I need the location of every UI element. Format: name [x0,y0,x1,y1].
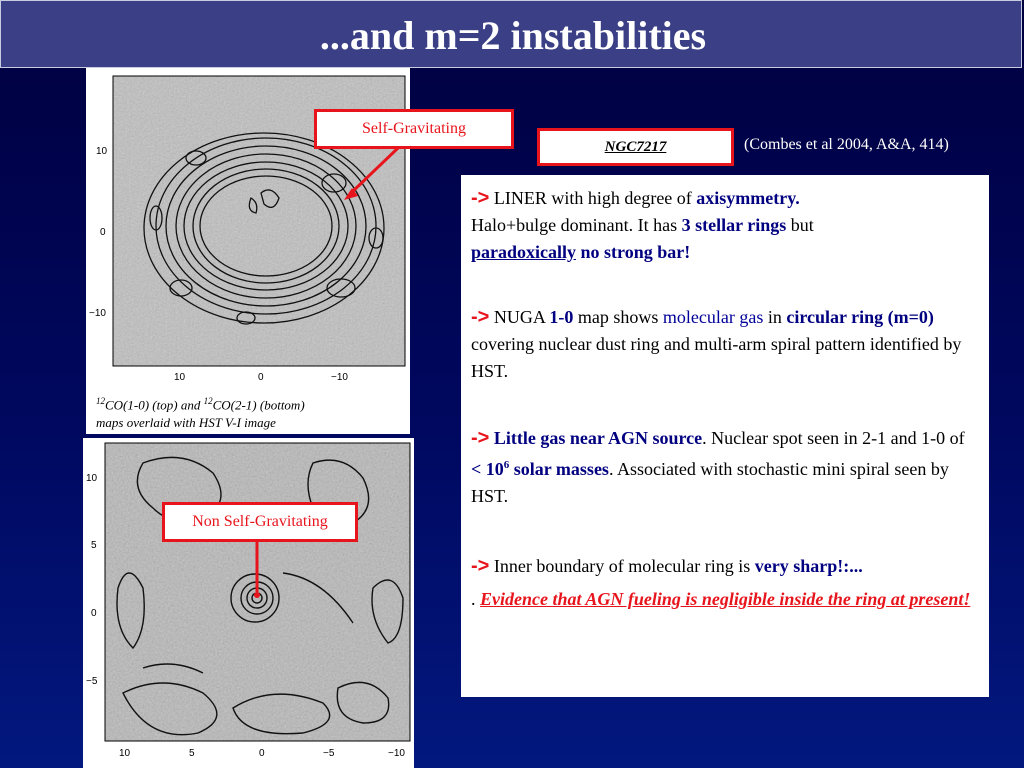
map-caption: $^{12}$CO(1-0) (top) and $^{12}$CO(2-1) (bottom) maps overlaid with HST V-I image [96,396,305,431]
bottom-xtick: −5 [323,748,335,759]
ngc-label-box: NGC7217 [537,128,734,166]
bullet-4-conclusion: . Evidence that AGN fueling is negligible inside the ring at present! [471,589,971,609]
bullet-1: -> LINER with high degree of axisymmetry. Halo+bulge dominant. It has 3 stellar rings but paradoxically no strong bar! [471,187,814,262]
non-self-gravitating-label: Non Self-Gravitating [162,502,358,542]
bullet-text-box [461,175,989,697]
arrow-icon: -> [471,306,490,328]
bottom-ytick: 10 [86,473,98,484]
bottom-xtick: 0 [259,748,265,759]
bullet-4: -> Inner boundary of molecular ring is very sharp!:... [471,555,863,577]
top-xtick: 10 [174,372,186,383]
bottom-ytick: 5 [91,540,97,551]
arrow-icon: -> [471,555,490,577]
top-ytick: −10 [89,308,106,319]
bullet-2: -> NUGA 1-0 map shows molecular gas in circular ring (m=0) covering nuclear dust ring and multi-arm spiral pattern identified by HST. [471,306,962,381]
reference-citation: (Combes et al 2004, A&A, 414) [744,136,949,153]
bottom-xtick: −10 [388,748,405,759]
bullet-3: -> Little gas near AGN source. Nuclear spot seen in 2-1 and 1-0 of < $10^6$ solar masses. Associated with stochastic mini spiral seen by HST. [471,427,965,506]
self-grav-pointer [350,148,398,194]
self-gravitating-label: Self-Gravitating [314,109,514,149]
top-xtick: 0 [258,372,264,383]
arrow-icon: -> [471,427,490,449]
slide-title: ...and m=2 instabilities [319,13,707,58]
top-ytick: 10 [96,146,108,157]
top-ytick: 0 [100,227,106,238]
bottom-ytick: −5 [86,676,98,687]
top-xtick: −10 [331,372,348,383]
bottom-xtick: 10 [119,748,131,759]
bottom-ytick: 0 [91,608,97,619]
non-self-grav-marker [254,592,260,598]
bottom-xtick: 5 [189,748,195,759]
arrow-icon: -> [471,187,490,209]
